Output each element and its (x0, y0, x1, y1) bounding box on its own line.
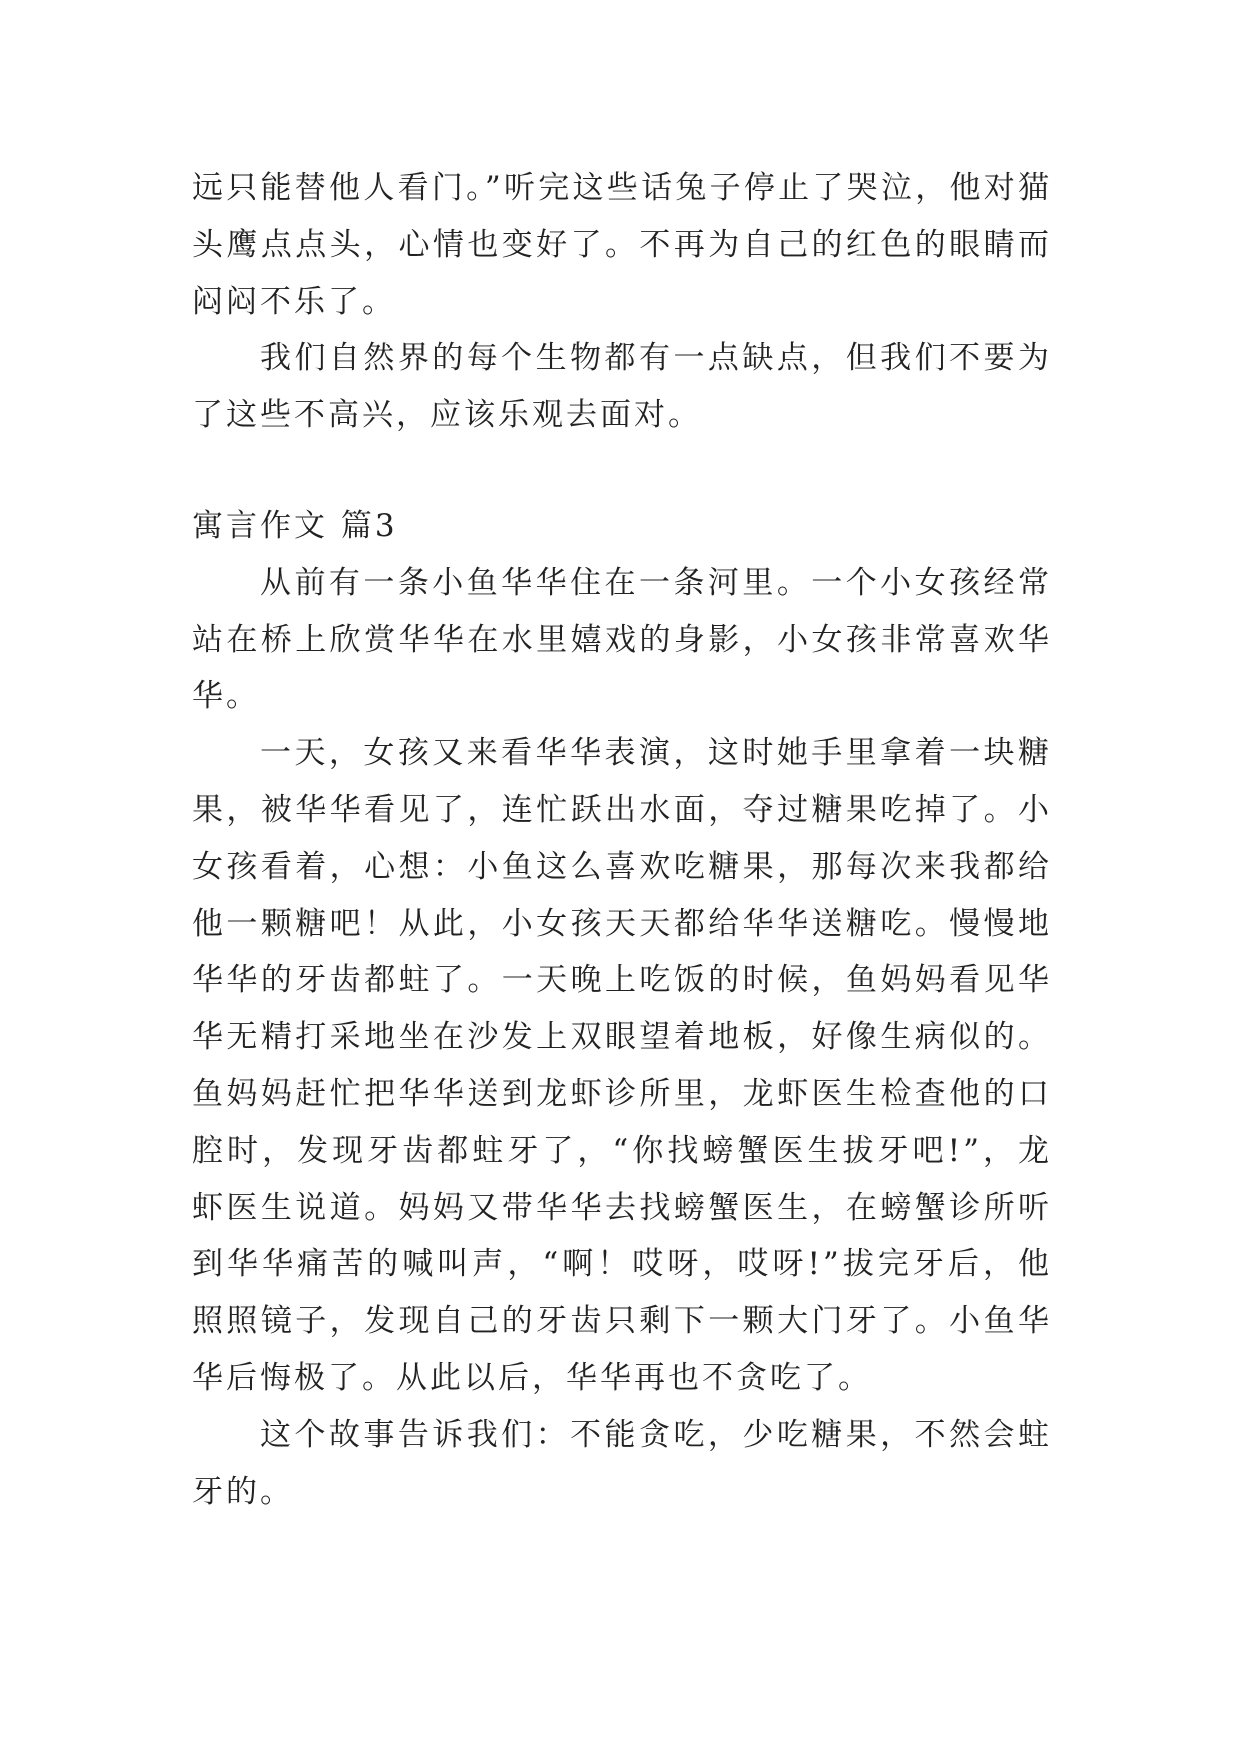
paragraph-moral: 这个故事告诉我们：不能贪吃，少吃糖果，不然会蛀牙的。 (192, 1416, 1052, 1510)
paragraph-conclusion: 我们自然界的每个生物都有一点缺点，但我们不要为了这些不高兴，应该乐观去面对。 (192, 340, 1052, 434)
paragraph-continuation: 远只能替他人看门。”听完这些话兔子停止了哭泣，他对猫头鹰点点头，心情也变好了。不再为自己的红色的眼睛而闷闷不乐了。 (192, 170, 1052, 320)
paragraph-intro: 从前有一条小鱼华华住在一条河里。一个小女孩经常站在桥上欣赏华华在水里嬉戏的身影，小女孩非常喜欢华华。 (192, 564, 1052, 715)
paragraph-story: 一天，女孩又来看华华表演，这时她手里拿着一块糖果，被华华看见了，连忙跃出水面，夺过糖果吃掉了。小女孩看着，心想：小鱼这么喜欢吃糖果，那每次来我都给他一颗糖吧！从此，小女孩天天都给华华送糖吃。慢慢地华华的牙齿都蛀了。一天晚上吃饭的时候，鱼妈妈看见华华无精打采地坐在沙发上双眼望着地板，好像生病似的。鱼妈妈赶忙把华华送到龙虾诊所里，龙虾医生检查他的口腔时，发现牙齿都蛀牙了，“你找螃蟹医生拔牙吧!”，龙虾医生说道。妈妈又带华华去找螃蟹医生，在螃蟹诊所听到华华痛苦的喊叫声，“啊！哎呀，哎呀!”拔完牙后，他照照镜子，发现自己的牙齿只剩下一颗大门牙了。小鱼华华后悔极了。从此以后，华华再也不贪吃了。 (192, 735, 1052, 1396)
section-heading: 寓言作文 篇3 (192, 507, 398, 544)
document-body (192, 160, 1052, 1520)
section-spacer (192, 444, 1052, 498)
